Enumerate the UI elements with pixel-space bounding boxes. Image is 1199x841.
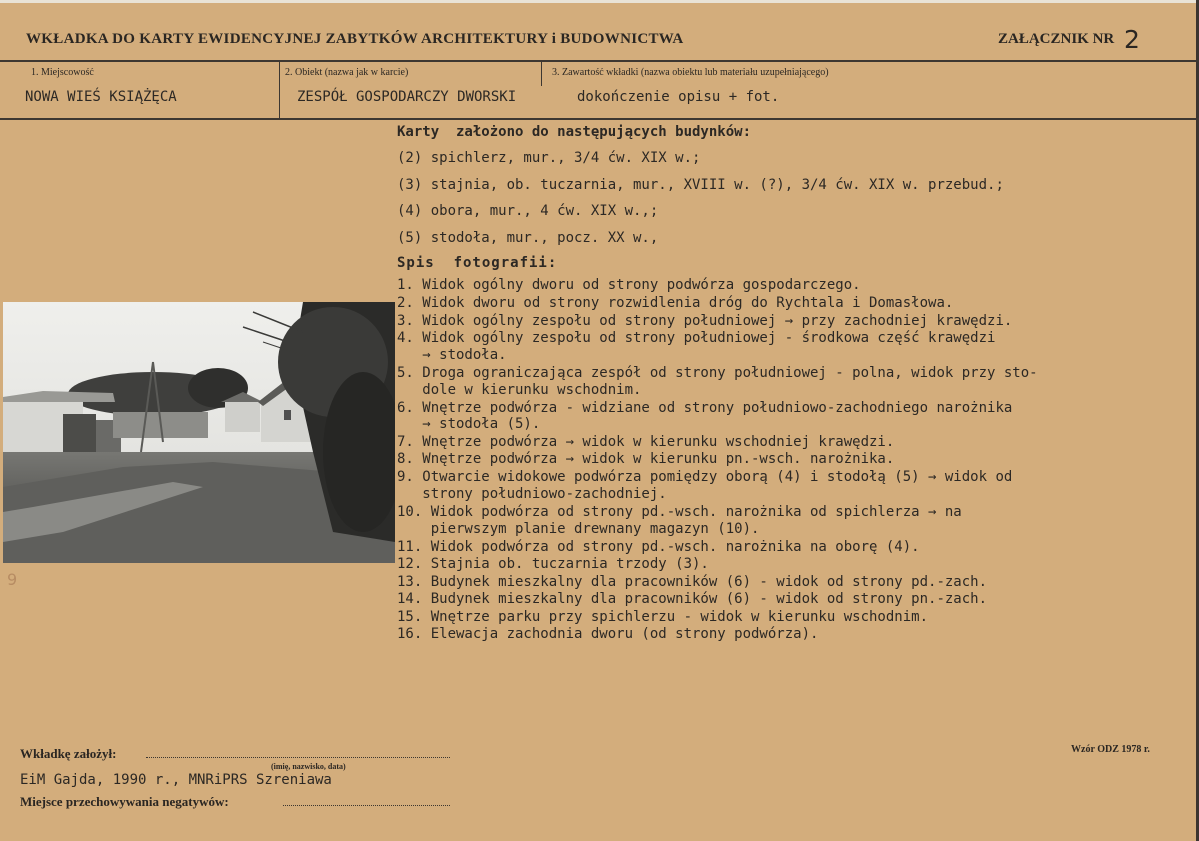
photo-list-line: → stodoła. <box>397 347 507 363</box>
zawartosc-value: dokończenie opisu + fot. <box>577 89 780 105</box>
photo-list-line: strony południowo-zachodniej. <box>397 486 667 502</box>
zalozyl-hint: (imię, nazwisko, data) <box>271 762 346 771</box>
photo-list-line: 1. Widok ogólny dworu od strony podwórza gospodarczego. <box>397 277 861 293</box>
photo-list-line: 14. Budynek mieszkalny dla pracowników (6) - widok od strony pn.-zach. <box>397 591 988 607</box>
karty-item: (3) stajnia, ob. tuczarnia, mur., XVIII w. (?), 3/4 ćw. XIX w. przebud.; <box>397 177 1004 193</box>
photo-list-line: 3. Widok ogólny zespołu od strony południowej → przy zachodniej krawędzi. <box>397 313 1013 329</box>
side-mark: 9 <box>7 570 18 589</box>
field-divider-1 <box>279 61 280 119</box>
photo-list-line: 5. Droga ograniczająca zespół od strony południowej - polna, widok przy sto- <box>397 365 1038 381</box>
photo-list-line: 13. Budynek mieszkalny dla pracowników (6) - widok od strony pd.-zach. <box>397 574 988 590</box>
obiekt-label: 2. Obiekt (nazwa jak w karcie) <box>285 67 409 78</box>
photo-list-line: 9. Otwarcie widokowe podwórza pomiędzy oborą (4) i stodołą (5) → widok od <box>397 469 1013 485</box>
photo-list-line: 12. Stajnia ob. tuczarnia trzody (3). <box>397 556 709 572</box>
photo-list-line: 10. Widok podwórza od strony pd.-wsch. narożnika od spichlerza → na <box>397 504 962 520</box>
attachment-label: ZAŁĄCZNIK NR <box>998 31 1115 47</box>
photo-list-line: 4. Widok ogólny zespołu od strony południowej - środkowa część krawędzi <box>397 330 996 346</box>
photo-list-line: dole w kierunku wschodnim. <box>397 382 642 398</box>
farmyard-photo <box>3 302 395 563</box>
photo-list-line: 8. Wnętrze podwórza → widok w kierunku pn.-wsch. narożnika. <box>397 451 895 467</box>
negatywy-line <box>283 805 450 806</box>
header-divider <box>0 60 1199 62</box>
photo-list-line: 2. Widok dworu od strony rozwidlenia dróg do Rychtala i Domasłowa. <box>397 295 954 311</box>
card-top-edge <box>0 0 1199 3</box>
photo-list-line: 11. Widok podwórza od strony pd.-wsch. narożnika na oborę (4). <box>397 539 920 555</box>
form-pattern: Wzór ODZ 1978 r. <box>1071 744 1150 755</box>
zalozyl-line <box>146 757 450 758</box>
miejscowosc-label: 1. Miejscowość <box>31 67 94 78</box>
zalozyl-value: EiM Gajda, 1990 r., MNRiPRS Szreniawa <box>20 772 332 788</box>
zalozyl-label: Wkładkę założył: <box>20 746 117 761</box>
photo-list-line: 7. Wnętrze podwórza → widok w kierunku wschodniej krawędzi. <box>397 434 895 450</box>
farmyard-photo-image <box>3 302 395 563</box>
karty-intro: Karty założono do następujących budynków: <box>397 124 752 140</box>
spis-title: Spis fotografii: <box>397 255 558 271</box>
attachment-number: 2 <box>1124 25 1140 54</box>
negatywy-label: Miejsce przechowywania negatywów: <box>20 794 229 809</box>
card-title: WKŁADKA DO KARTY EWIDENCYJNEJ ZABYTKÓW ARCHITEKTURY i BUDOWNICTWA <box>26 31 684 47</box>
photo-list-line: 16. Elewacja zachodnia dworu (od strony podwórza). <box>397 626 819 642</box>
photo-list-line: → stodoła (5). <box>397 416 541 432</box>
karty-item: (4) obora, mur., 4 ćw. XIX w.,; <box>397 203 659 219</box>
karty-item: (2) spichlerz, mur., 3/4 ćw. XIX w.; <box>397 150 701 166</box>
photo-list-line: 6. Wnętrze podwórza - widziane od strony południowo-zachodniego narożnika <box>397 400 1013 416</box>
photo-list-line: pierwszym planie drewnany magazyn (10). <box>397 521 760 537</box>
fields-divider <box>0 118 1199 120</box>
photo-list-line: 15. Wnętrze parku przy spichlerzu - widok w kierunku wschodnim. <box>397 609 929 625</box>
karty-item: (5) stodoła, mur., pocz. XX w., <box>397 230 659 246</box>
obiekt-value: ZESPÓŁ GOSPODARCZY DWORSKI <box>297 89 517 105</box>
miejscowosc-value: NOWA WIEŚ KSIĄŻĘCA <box>25 89 177 105</box>
zawartosc-label: 3. Zawartość wkładki (nazwa obiektu lub materiału uzupełniającego) <box>552 67 829 78</box>
field-divider-2 <box>541 61 542 86</box>
